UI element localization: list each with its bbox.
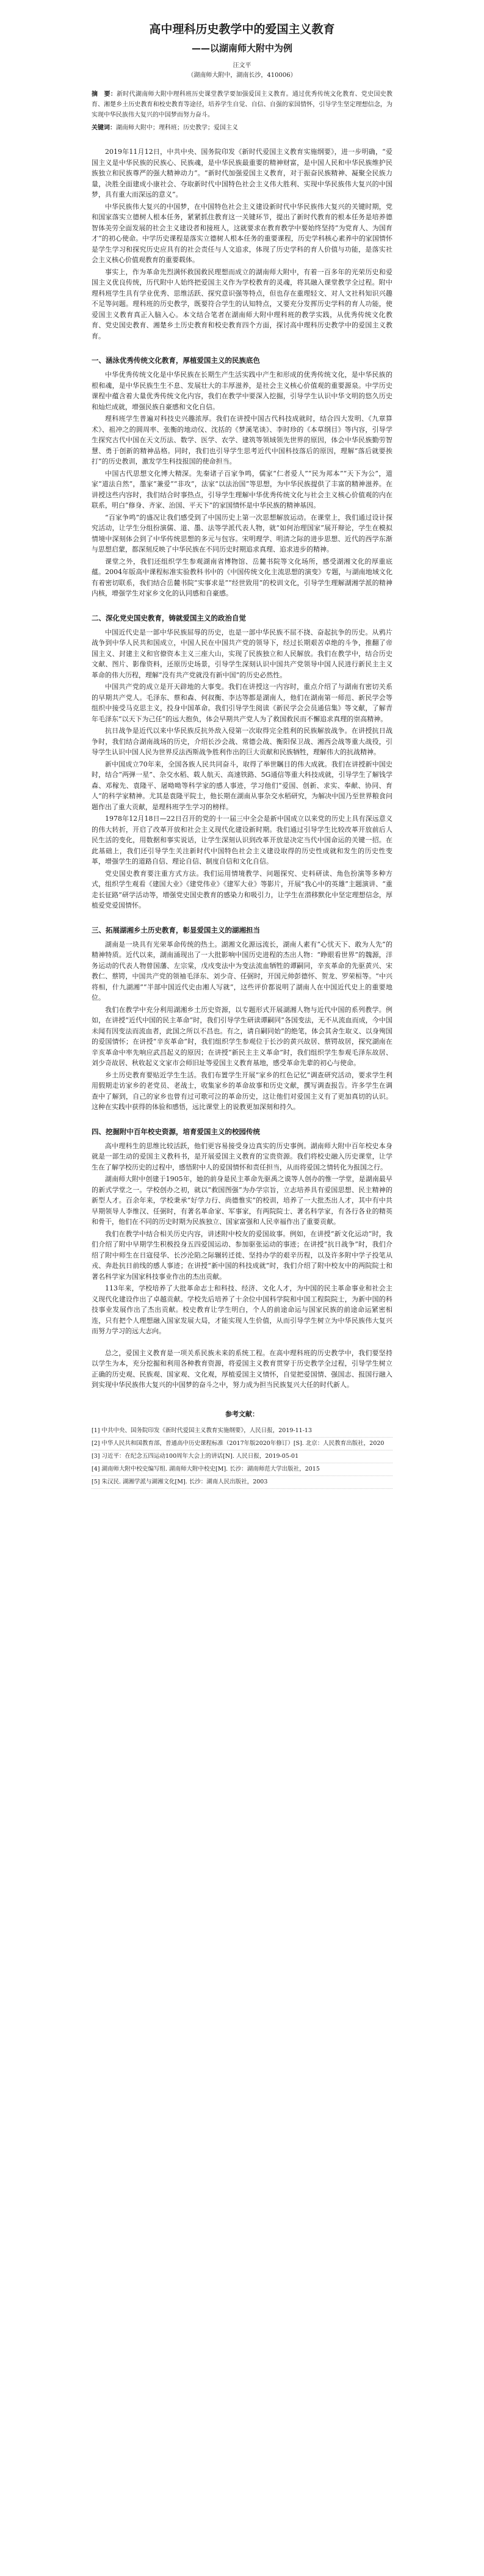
body-paragraph: 我们在教学中结合相关历史内容，讲述附中校友的爱国故事。例如，在讲授“新文化运动”时，我们介绍了附中早期学生积极投身五四爱国运动、参加驱张运动的事迹；在讲授“抗日战争”时，我们介绍了附中师生在日寇侵华、长沙沦陷之际辗转迁徙、坚持办学的艰辛历程，以及许多附中学子投笔从戎、奔赴抗日前线的感人事迹；在讲授“新中国的科技成就”时，我们介绍了附中校友中的两院院士和著名科学家为国家科技事业作出的杰出贡献。 — [92, 1229, 392, 1281]
body-paragraph: 党史国史教育要注重方式方法。我们运用情境教学、问题探究、史料研读、角色扮演等多种方式，组织学生观看《建国大业》《建党伟业》《建军大业》等影片，开展“我心中的英雄”主题演讲、“重走长征路”研学活动等，增强党史国史教育的感染力和吸引力，让学生在潜移默化中坚定理想信念，厚植爱党爱国情怀。 — [92, 869, 392, 909]
paper-title: 高中理科历史教学中的爱国主义教育 — [149, 23, 335, 36]
reference-item: [5] 朱汉民. 湖湘学派与湖湘文化[M]. 长沙：湖南人民出版社，2003 — [92, 1476, 392, 1489]
section-4 — [92, 1126, 392, 1337]
references-heading: 参考文献： — [225, 1410, 259, 1418]
section-2 — [92, 613, 392, 911]
body-paragraph: 中国近代史是一部中华民族屈辱的历史，也是一部中华民族不屈不挠、奋起抗争的历史。从鸦片战争到中华人民共和国成立，中国人民在中国共产党的领导下，经过长期艰苦卓绝的斗争，推翻了帝国主义、封建主义和官僚资本主义三座大山，实现了民族独立和人民解放。我们在教学中，结合历史文献、图片、影像资料，还原历史场景，引导学生深刻认识中国共产党领导中国人民进行新民主主义革命的伟大历程，理解“没有共产党就没有新中国”的历史必然性。 — [92, 628, 392, 679]
body-paragraph: 113年来，学校培养了大批革命志士和科技、经济、文化人才，为中国的民主革命事业和社会主义现代化建设作出了卓越贡献。学校先后培养了十余位中国科学院和中国工程院院士，为新中国的科技事业发展作出了杰出贡献。校史教育让学生明白，个人的前途命运与国家民族的前途命运紧密相连，只有把个人理想融入国家发展大局，才能实现人生价值，从而引导学生树立为中华民族伟大复兴而努力学习的远大志向。 — [92, 1284, 392, 1335]
keywords-label: 关键词： — [92, 125, 116, 131]
body-paragraph: 课堂之外，我们还组织学生参观湖南省博物馆、岳麓书院等文化场所，感受湖湘文化的厚重底蕴。2004年版高中课程标准实验教科书中的《中国传统文化主流思想的演变》专题，与湖南地域文化有着密切联系，我们结合岳麓书院“实事求是”“经世致用”的校训文化，引导学生理解湖湘学派的精神内核，增强学生对家乡文化的认同感和自豪感。 — [92, 557, 392, 597]
reference-item: [1] 中共中央、国务院印发《新时代爱国主义教育实施纲要》，人民日报，2019-11-13 — [92, 1425, 392, 1438]
body-paragraph: 乡土历史教育要贴近学生生活。我们布置学生开展“家乡的红色记忆”调查研究活动，要求学生利用假期走访家乡的老党员、老战士，收集家乡的革命故事和历史文献，撰写调查报告。许多学生在调查中了解到，自己的家乡也曾有过可歌可泣的革命历史，这让他们对爱国主义有了更加真切的认识。这种在实践中获得的体验和感悟，远比课堂上的说教更加深刻和持久。 — [92, 1071, 392, 1111]
body-paragraph: 中华优秀传统文化是中华民族在长期生产生活实践中产生和形成的优秀传统文化，是中华民族的根和魂，是中华民族生生不息、发展壮大的丰厚滋养，是社会主义核心价值观的重要源泉。中学历史课程中蕴含着大量优秀传统文化内容，我们在教学中要深入挖掘，引导学生认识中华文明的悠久历史和灿烂成就，增强民族自豪感和文化自信。 — [92, 371, 392, 411]
body-paragraph: 湖南是一块具有光荣革命传统的热土。湖湘文化源远流长，湖南人素有“心忧天下、敢为人先”的精神特质。近代以来，湖南涌现出了一大批影响中国历史进程的杰出人物：“睁眼看世界”的魏源，洋务运动的代表人物曾国藩、左宗棠，戊戌变法中为变法流血牺牲的谭嗣同，辛亥革命的先驱黄兴、宋教仁、蔡锷，中国共产党的领袖毛泽东、刘少奇、任弼时，开国元帅彭德怀、贺龙、罗荣桓等。“中兴将相，什九湖湘”“半部中国近代史由湘人写就”，这些评价都说明了湖南人在中国近代史上的重要地位。 — [92, 940, 392, 1002]
body-paragraph: 理科班学生普遍对科技史兴趣浓厚。我们在讲授中国古代科技成就时，结合四大发明、《九章算术》、祖冲之的圆周率、张衡的地动仪、沈括的《梦溪笔谈》、李时珍的《本草纲目》等内容，引导学生探究古代中国在天文历法、数学、医学、农学、建筑等领域领先世界的原因，体会中华民族勤劳智慧、勇于创新的精神品格。同时，我们也引导学生思考近代中国科技落后的原因，理解“落后就要挨打”的历史教训，激发学生科技报国的使命担当。 — [92, 415, 392, 465]
section-heading: 三、拓展湖湘乡土历史教育，彰显爱国主义的湖湘担当 — [92, 925, 260, 934]
abstract — [92, 89, 392, 120]
body-paragraph: “百家争鸣”的盛况让我们感受到了中国历史上第一次思想解放运动。在课堂上，我们通过设计探究活动，让学生分组扮演儒、道、墨、法等学派代表人物，就“如何治理国家”展开辩论，学生在模拟情境中深刻体会到了中华传统思想的多元与包容。宋明理学、明清之际的进步思想、近代的西学东渐与思想启蒙，都深刻反映了中华民族在不同历史时期追求真理、追求进步的精神。 — [92, 513, 392, 553]
section-3 — [92, 925, 392, 1113]
body-paragraph: 抗日战争是近代以来中华民族反抗外敌入侵第一次取得完全胜利的民族解放战争。在讲授抗日战争时，我们结合湖南战场的历史，介绍长沙会战、常德会战、衡阳保卫战、湘西会战等重大战役，引导学生认识中国人民为世界反法西斯战争胜利作出的巨大贡献和民族牺牲，理解伟大的抗战精神。 — [92, 727, 392, 756]
section-heading: 二、深化党史国史教育，铸就爱国主义的政治自觉 — [92, 613, 246, 622]
body-paragraph: 1978年12月18日—22日召开的党的十一届三中全会是新中国成立以来党的历史上具有深远意义的伟大转折，开启了改革开放和社会主义现代化建设新时期。我们通过引导学生比较改革开放前后人民生活的变化，用数据和事实说话，让学生深刻认识到改革开放是决定当代中国命运的关键一招。在此基础上，我们还引导学生关注新时代中国特色社会主义建设取得的历史性成就和发生的历史性变革，增强学生的道路自信、理论自信、制度自信和文化自信。 — [92, 815, 392, 865]
body-paragraph: 新中国成立70年来，全国各族人民共同奋斗，取得了举世瞩目的伟大成就。我们在讲授新中国史时，结合“两弹一星”、杂交水稻、载人航天、高速铁路、5G通信等重大科技成就，引导学生了解钱学森、邓稼先、袁隆平、屠呦呦等科学家的感人事迹，学习他们“爱国、创新、求实、奉献、协同、育人”的科学家精神。尤其是袁隆平院士，他长期在湖南从事杂交水稻研究，为解决中国乃至世界粮食问题作出了重大贡献，是理科班学生学习的榜样。 — [92, 760, 392, 811]
section-1 — [92, 355, 392, 599]
references — [92, 1409, 392, 1489]
keywords — [92, 123, 392, 133]
keywords-text: 湖南师大附中；理科班；历史教学；爱国主义 — [116, 125, 238, 131]
body-paragraph: 中国共产党的成立是开天辟地的大事变。我们在讲授这一内容时，重点介绍了与湖南有密切关系的早期共产党人。毛泽东、蔡和森、何叔衡、李达等都是湖南人，他们在湖南第一师范、新民学会等组织中接受马克思主义，投身中国革命。我们引导学生阅读《新民学会会员通信集》等文献，了解青年毛泽东“以天下为己任”的远大抱负，体会早期共产党人为了救国救民而不懈追求真理的崇高精神。 — [92, 683, 392, 723]
conclusion-paragraph: 总之，爱国主义教育是一项关系民族未来的系统工程。在高中理科班的历史教学中，我们要坚持以学生为本，充分挖掘和利用各种教育资源，将爱国主义教育贯穿于历史教学全过程，引导学生树立正确的历史观、民族观、国家观、文化观，厚植爱国主义情怀，自觉把爱国情、强国志、报国行融入到实现中华民族伟大复兴的中国梦的奋斗之中，努力成为担当民族复兴大任的时代新人。 — [92, 1348, 392, 1389]
author-name: 汪文平 — [233, 62, 251, 69]
author-affiliation: （湖南师大附中，湖南长沙，410006） — [187, 72, 297, 79]
paper-subtitle: ——以湖南师大附中为例 — [191, 43, 292, 54]
abstract-label: 摘 要： — [92, 91, 117, 98]
body-paragraph: 湖南师大附中创建于1905年，她的前身是民主革命先驱禹之谟等人创办的惟一学堂，是湖南最早的新式学堂之一。学校创办之初，就以“救国图强”为办学宗旨，立志培养具有爱国思想、民主精神的新型人才。百余年来，学校秉承“好学力行、尚德惟实”的校训，培养了一大批杰出人才，其中有中共早期领导人李维汉、任弼时，有著名革命家、军事家，有两院院士、著名科学家，有各行各业的精英和骨干，他们在不同的历史时期为民族独立、国家富强和人民幸福作出了重要贡献。 — [92, 1175, 392, 1226]
section-heading: 一、涵泳优秀传统文化教育，厚植爱国主义的民族底色 — [92, 356, 260, 365]
section-heading: 四、挖掘附中百年校史资源，培育爱国主义的校园传统 — [92, 1127, 260, 1136]
reference-item: [4] 湖南师大附中校史编写组. 湖南师大附中校史[M]. 长沙：湖南师范大学出版社，2015 — [92, 1463, 392, 1476]
reference-item: [2] 中华人民共和国教育部，普通高中历史课程标准（2017年版2020年修订）[S]. 北京：人民教育出版社，2020 — [92, 1438, 392, 1450]
intro-paragraph: 2019年11月12日，中共中央、国务院印发《新时代爱国主义教育实施纲要》，进一步明确，“爱国主义是中华民族的民族心、民族魂，是中华民族最重要的精神财富，是中国人民和中华民族维护民族独立和民族尊严的强大精神动力”。“新时代加强爱国主义教育，对于振奋民族精神、凝聚全民族力量，决胜全面建成小康社会、夺取新时代中国特色社会主义伟大胜利、实现中华民族伟大复兴的中国梦，具有重大而深远的意义”。 — [92, 148, 392, 198]
body-paragraph: 高中理科生的思维比较活跃，他们更容易接受身边真实的历史事例。湖南师大附中百年校史本身就是一部生动的爱国主义教科书，是开展爱国主义教育的宝贵资源。我们将校史融入历史课堂，让学生在了解学校历史的过程中，感悟附中人的爱国情怀和责任担当，从而将爱国之情转化为报国之行。 — [92, 1141, 392, 1171]
intro-paragraph: 事实上，作为革命先烈满怀救国救民理想而成立的湖南师大附中，有着一百多年的光荣历史和爱国主义优良传统，历代附中人始终把爱国主义作为学校教育的灵魂，将其融入课堂教学全过程。附中理科班学生具有学业优秀、思维活跃、探究意识强等特点，但也存在重理轻文、对人文社科知识兴趣不足等问题。理科班的历史教学，既要符合学生的认知特点，又要充分发挥历史学科的育人功能，使爱国主义教育真正入脑入心。本文结合笔者在湖南师大附中理科班的教学实践，从优秀传统文化教育、党史国史教育、湘楚乡土历史教育和校史教育四个方面，探讨高中理科历史教学中的爱国主义教育。 — [92, 267, 392, 340]
body-paragraph: 中国古代思想文化博大精深。先秦诸子百家争鸣，儒家“仁者爱人”“民为邦本”“天下为公”，道家“道法自然”，墨家“兼爱”“非攻”，法家“以法治国”等思想，为中华民族提供了丰富的精神滋养。在讲授这些内容时，我们结合时事热点，引导学生理解中华优秀传统文化与社会主义核心价值观的内在联系，明白“修身、齐家、治国、平天下”的家国情怀是中华民族的精神基因。 — [92, 469, 392, 509]
intro-paragraph: 中华民族伟大复兴的中国梦，在中国特色社会主义建设新时代中华民族伟大复兴的关键时期，党和国家落实立德树人根本任务，紧紧抓住教育这一关键环节，提出了新时代教育的根本任务是培养德智体美劳全面发展的社会主义建设者和接班人，这就要求在教育教学中要始终坚持“为党育人、为国育才”的初心使命。中学历史课程是落实立德树人根本任务的重要课程，历史学科核心素养中的家国情怀是学生学习和探究历史应具有的社会责任与人文追求，体现了历史学科的育人价值与功能，是落实社会主义核心价值观教育的重要载体。 — [92, 202, 392, 264]
abstract-text: 新时代湖南师大附中理科班历史课堂教学要加强爱国主义教育。通过优秀传统文化教育、党史国史教育、湘楚乡土历史教育和校史教育等途径，培养学生自觉、自信、自强的家国情怀，引导学生坚定理想信念，为实现中华民族伟大复兴的中国梦而努力奋斗。 — [92, 91, 393, 118]
reference-item: [3] 习近平：在纪念五四运动100周年大会上的讲话[N]. 人民日报，2019-05-01 — [92, 1450, 392, 1463]
body-paragraph: 我们在教学中充分利用湖湘乡土历史资源，以专题形式开展湖湘人物与近代中国的系列教学。例如，在讲授“近代中国的民主革命”时，我们引导学生研读谭嗣同“各国变法，无不从流血而成，今中国未闻有因变法而流血者，此国之所以不昌也。有之，请自嗣同始”的绝笔，体会其舍生取义、以身殉国的爱国情怀；在讲授“辛亥革命”时，我们组织学生参观位于长沙的黄兴故居、蔡锷故居，探究湖南在辛亥革命中率先响应武昌起义的原因；在讲授“新民主主义革命”时，我们组织学生参观毛泽东故居、刘少奇故居、秋收起义文家市会师旧址等爱国主义教育基地，感受革命先辈的初心与使命。 — [92, 1005, 392, 1067]
intro-section — [92, 147, 392, 341]
